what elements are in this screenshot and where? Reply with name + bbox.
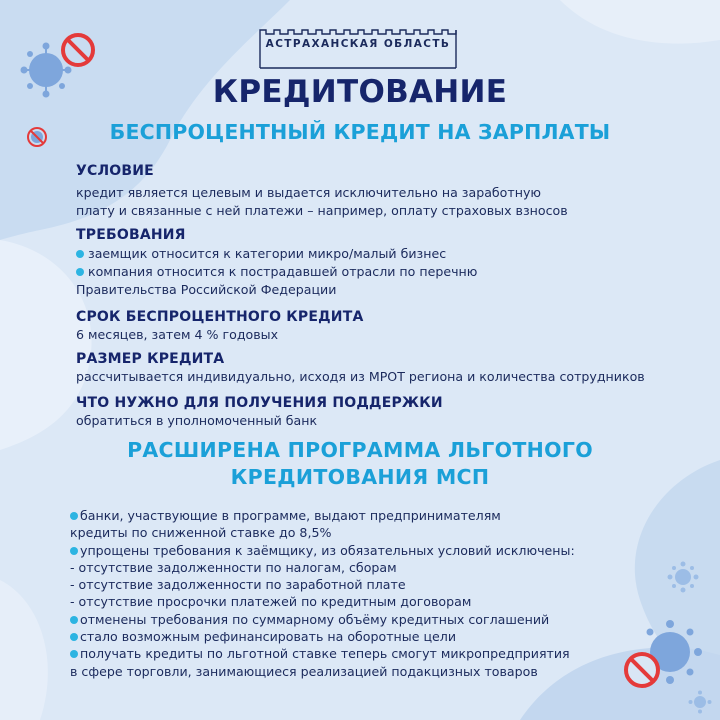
condition-heading: УСЛОВИЕ bbox=[76, 163, 154, 179]
condition-text-line: кредит является целевым и выдается исключительно на заработную bbox=[76, 185, 542, 200]
section2-list-text: отменены требования по суммарному объёму кредитных соглашений bbox=[80, 611, 550, 627]
bullet-icon bbox=[70, 633, 78, 641]
virus-icon bbox=[688, 690, 712, 714]
section2-list-text: банки, участвующие в программе, выдают предпринимателям bbox=[80, 508, 501, 523]
size-text: рассчитывается индивидуально, исходя из МРОТ региона и количества сотрудников bbox=[76, 369, 645, 384]
term-heading: СРОК БЕСПРОЦЕНТНОГО КРЕДИТА bbox=[76, 309, 364, 325]
section2-title: РАСШИРЕНА ПРОГРАММА ЛЬГОТНОГО КРЕДИТОВАНИЯ МСП bbox=[127, 438, 593, 489]
requirements-heading: ТРЕБОВАНИЯ bbox=[76, 227, 186, 243]
section2-list bbox=[70, 507, 690, 680]
section2-list-item bbox=[70, 576, 690, 593]
section2-list-item bbox=[70, 593, 690, 610]
logo-text: АСТРАХАНСКАЯ ОБЛАСТЬ bbox=[265, 38, 451, 50]
section2-list-item bbox=[70, 559, 690, 576]
page-title: КРЕДИТОВАНИЕ bbox=[212, 74, 508, 110]
condition-section bbox=[76, 162, 706, 220]
section2-list-text: стало возможным рефинансировать на оборотные цели bbox=[80, 629, 457, 645]
section2-list-item bbox=[70, 628, 690, 645]
bullet-icon bbox=[76, 250, 84, 258]
term-text: 6 месяцев, затем 4 % годовых bbox=[76, 327, 279, 342]
bullet-icon bbox=[70, 650, 78, 658]
section2-list-item bbox=[70, 542, 690, 559]
section2-list-text: кредиты по сниженной ставке до 8,5% bbox=[70, 525, 332, 541]
support-heading: ЧТО НУЖНО ДЛЯ ПОЛУЧЕНИЯ ПОДДЕРЖКИ bbox=[76, 395, 443, 411]
section2-list-text: - отсутствие задолженности по заработной плате bbox=[70, 577, 406, 593]
section2-list-text: - отсутствие задолженности по налогам, сборам bbox=[70, 559, 397, 575]
requirements-item: компания относится к пострадавшей отрасли по перечню bbox=[76, 263, 706, 281]
section2-list-item bbox=[70, 645, 690, 662]
condition-text-line: плату и связанные с ней платежи – например, оплату страховых взносов bbox=[76, 203, 568, 218]
requirements-item: заемщик относится к категории микро/малый бизнес bbox=[76, 245, 706, 263]
kremlin-wall-icon bbox=[258, 28, 458, 72]
requirements-continuation: Правительства Российской Федерации bbox=[76, 282, 337, 297]
section2-list-item bbox=[70, 611, 690, 628]
bullet-icon bbox=[70, 547, 78, 555]
section2-list-item bbox=[70, 663, 690, 680]
size-section bbox=[76, 350, 706, 386]
bullet-icon bbox=[70, 616, 78, 624]
section2-list-text: - отсутствие просрочки платежей по кредитным договорам bbox=[70, 594, 472, 610]
section2-list-text: упрощены требования к заёмщику, из обязательных условий исключены: bbox=[80, 542, 575, 558]
support-text: обратиться в уполномоченный банк bbox=[76, 413, 318, 428]
section2-list-item bbox=[70, 507, 690, 524]
bullet-icon bbox=[76, 268, 84, 276]
term-section bbox=[76, 308, 706, 344]
requirements-section bbox=[76, 226, 706, 299]
support-section bbox=[76, 394, 706, 430]
section2-list-text: получать кредиты по льготной ставке теперь смогут микропредприятия bbox=[80, 646, 570, 662]
section2-list-item bbox=[70, 524, 690, 541]
region-logo bbox=[258, 28, 458, 72]
size-heading: РАЗМЕР КРЕДИТА bbox=[76, 351, 225, 367]
page-subtitle: БЕСПРОЦЕНТНЫЙ КРЕДИТ НА ЗАРПЛАТЫ bbox=[109, 120, 611, 144]
bullet-icon bbox=[70, 512, 78, 520]
section2-list-text: в сфере торговли, занимающиеся реализацией подакцизных товаров bbox=[70, 663, 538, 679]
